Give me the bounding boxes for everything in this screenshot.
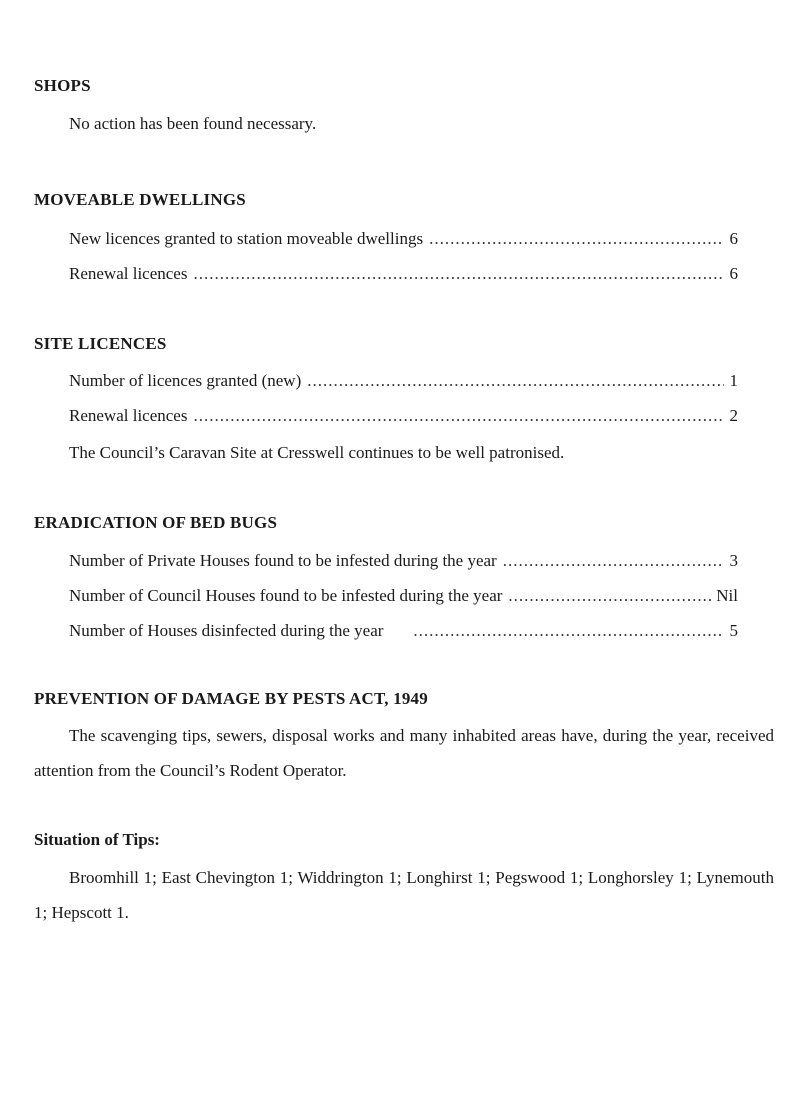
pests-act-heading: PREVENTION OF DAMAGE BY PESTS ACT, 1949 xyxy=(34,689,428,708)
shops-text: No action has been found necessary. xyxy=(69,114,317,133)
site-new-licences-row xyxy=(69,371,738,391)
site-renewal-licences-row xyxy=(69,406,738,426)
row-value: Nil xyxy=(716,586,738,605)
leader-dots xyxy=(307,371,724,391)
row-value: 1 xyxy=(729,371,738,390)
row-label: Renewal licences xyxy=(69,264,188,283)
row-label: New licences granted to station moveable dwellings xyxy=(69,229,424,248)
row-value: 3 xyxy=(729,551,738,570)
row-value: 5 xyxy=(729,621,738,640)
row-label: Number of licences granted (new) xyxy=(69,371,302,390)
bed-bugs-heading: ERADICATION OF BED BUGS xyxy=(34,513,278,532)
row-label: Number of Houses disinfected during the year xyxy=(69,621,384,640)
leader-dots xyxy=(193,406,724,426)
row-label: Number of Private Houses found to be infested during the year xyxy=(69,551,497,570)
tips-text: Broomhill 1; East Chevington 1; Widdrington 1; Longhirst 1; Pegswood 1; Longhorsley 1; Lynemouth 1; Hepscott 1. xyxy=(34,868,774,922)
leader-dots xyxy=(508,586,712,606)
council-houses-infested-row xyxy=(69,586,738,606)
row-value: 2 xyxy=(729,406,738,425)
row-value: 6 xyxy=(729,229,738,248)
private-houses-infested-row xyxy=(69,551,738,571)
leader-dots xyxy=(429,229,724,249)
shops-heading: SHOPS xyxy=(34,76,91,95)
moveable-new-licences-row xyxy=(69,229,738,249)
caravan-site-text: The Council’s Caravan Site at Cresswell continues to be well patronised. xyxy=(69,443,565,462)
row-label: Number of Council Houses found to be infested during the year xyxy=(69,586,503,605)
moveable-renewal-licences-row xyxy=(69,264,738,284)
row-label: Renewal licences xyxy=(69,406,188,425)
site-licences-heading: SITE LICENCES xyxy=(34,334,167,353)
row-value: 6 xyxy=(729,264,738,283)
leader-dots xyxy=(413,621,724,641)
moveable-dwellings-heading: MOVEABLE DWELLINGS xyxy=(34,190,246,209)
tips-heading: Situation of Tips: xyxy=(34,830,160,849)
pests-act-text: The scavenging tips, sewers, disposal works and many inhabited areas have, during the year, received attention from the Council’s Rodent Operator. xyxy=(34,726,774,780)
houses-disinfected-row xyxy=(69,621,738,641)
leader-dots xyxy=(193,264,724,284)
leader-dots xyxy=(503,551,724,571)
